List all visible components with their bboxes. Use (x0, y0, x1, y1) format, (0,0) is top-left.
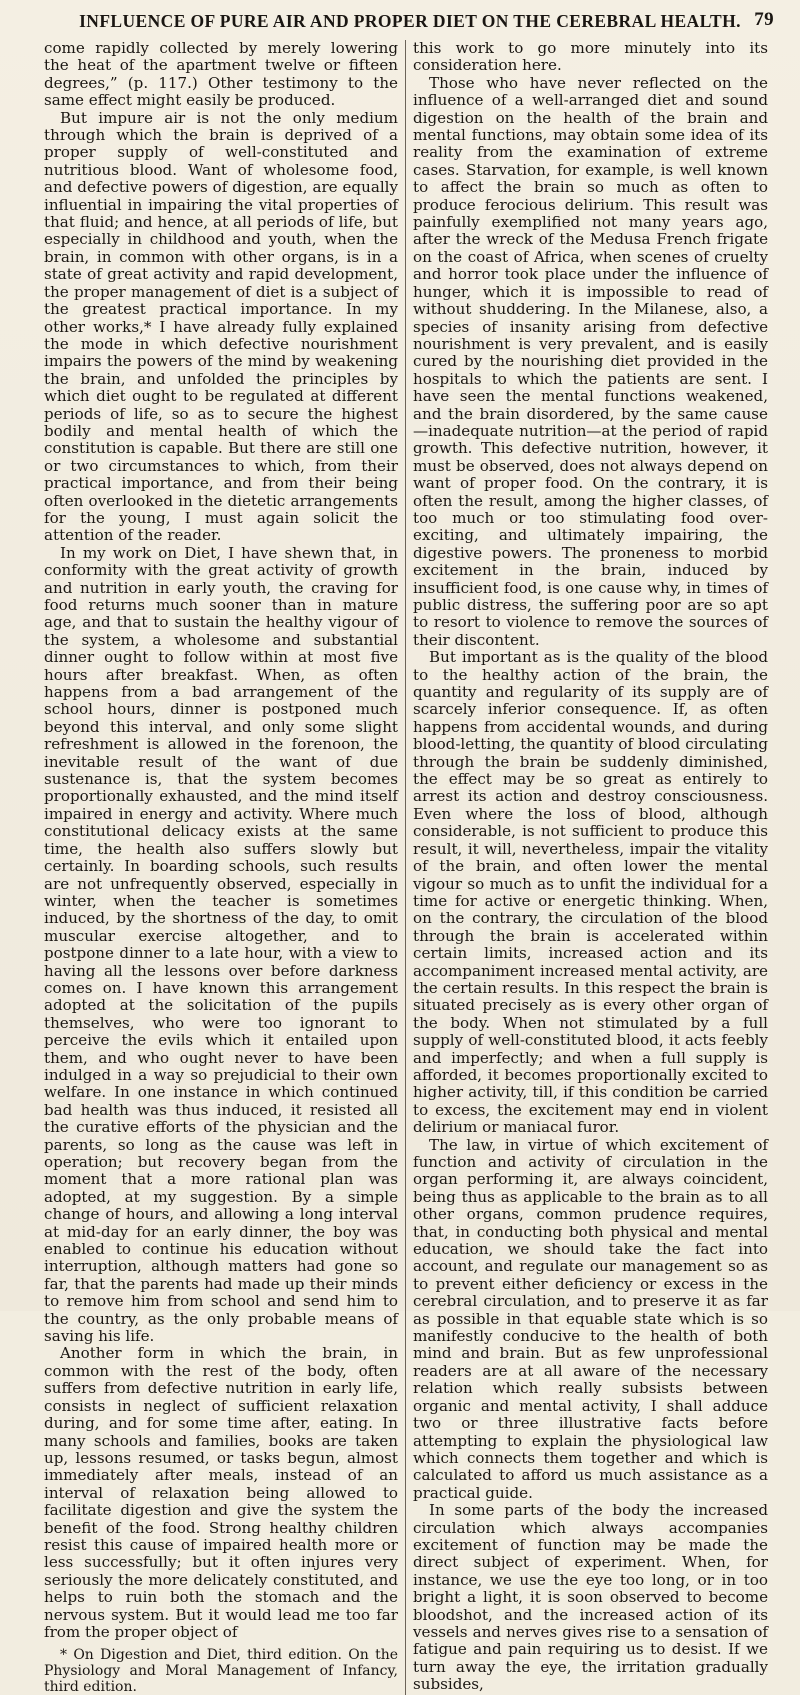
running-title: INFLUENCE OF PURE AIR AND PROPER DIET ON THE CEREBRAL HEALTH. (79, 10, 741, 31)
left-column (44, 40, 406, 1695)
footnote-text: * On Digestion and Diet, third edition. On the Physiology and Moral Management of Infancy, third edition. (44, 1647, 398, 1695)
paragraph: But important as is the quality of the blood to the healthy action of the brain, the quantity and regularity of its supply are of scarcely inferior consequence. If, as often happens from accidental wounds, and during blood-letting, the quantity of blood circulating through the brain be suddenly diminished, the effect may be so great as entirely to arrest its action and destroy consciousness. Even where the loss of blood, although considerable, is not sufficient to produce this result, it will, nevertheless, impair the vitality of the brain, and often lower the mental vigour so much as to unfit the individual for a time for active or energetic thinking. When, on the contrary, the circulation of the blood through the brain is accelerated within certain limits, increased action and its accompaniment increased mental activity, are the certain results. In this respect the brain is situated precisely as is every other organ of the body. When not stimulated by a full supply of well-constituted blood, it acts feebly and imperfectly; and when a full supply is afforded, it becomes proportionally excited to higher activity, till, if this condition be carried to excess, the excitement may end in violent delirium or maniacal furor. (413, 648, 768, 1137)
paragraph: The law, in virtue of which excitement of function and activity of circulation in the organ performing it, are always coincident, being thus as applicable to the brain as to all other organs, common prudence requires, that, in conducting both physical and mental education, we should take the fact into account, and regulate our management so as to prevent either deficiency or excess in the cerebral circulation, and to preserve it as far as possible in that equable state which is so manifestly conducive to the health of both mind and brain. But as few unprofessional readers are at all aware of the necessary relation which really subsists between organic and mental activity, I shall adduce two or three illustrative facts before attempting to explain the physiological law which connects them together and which is calculated to afford us much assistance as a practical guide. (413, 1135, 768, 1502)
paragraph: In my work on Diet, I have shewn that, in conformity with the great activity of growth and nutrition in early youth, the craving for food returns much sooner than in mature age, and that to sustain the healthy vigour of the system, a wholesome and substantial dinner ought to follow within at most five hours after breakfast. When, as often happens from a bad arrangement of the school hours, dinner is postponed much beyond this interval, and only some slight refreshment is allowed in the forenoon, the inevitable result of the want of due sustenance is, that the system becomes proportionally exhausted, and the mind itself impaired in energy and activity. Where much constitutional delicacy exists at the same time, the health also suffers slowly but certainly. In boarding schools, such results are not unfrequently observed, especially in winter, when the teacher is sometimes induced, by the shortness of the day, to omit muscular exercise altogether, and to postpone dinner to a late hour, with a view to having all the lessons over before darkness comes on. I have known this arrangement adopted at the solicitation of the pupils themselves, who were too ignorant to perceive the evils which it entailed upon them, and who ought never to have been indulged in a way so prejudicial to their own welfare. In one instance in which continued bad health was thus induced, it resisted all the curative efforts of the physician and the parents, so long as the cause was left in operation; but recovery began from the moment that a more rational plan was adopted, at my suggestion. By a simple change of hours, and allowing a long interval at mid-day for an early dinner, the boy was enabled to continue his education without interruption, although matters had gone so far, that the parents had made up their minds to remove him from school and send him to the country, as the only probable means of saving his life. (44, 543, 398, 1346)
running-head (44, 6, 776, 36)
paragraph: come rapidly collected by merely lowering the heat of the apartment twelve or fifteen degrees,” (p. 117.) Other testimony to the same effect might easily be produced. (44, 39, 398, 110)
paragraph: Those who have never reflected on the influence of a well-arranged diet and sound digestion on the health of the brain and mental functions, may obtain some idea of its reality from the examination of extreme cases. Starvation, for example, is well known to affect the brain so much as often to produce ferocious delirium. This result was painfully exemplified not many years ago, after the wreck of the Medusa French frigate on the coast of Africa, when scenes of cruelty and horror took place under the influence of hunger, which it is impossible to read of without shuddering. In the Milanese, also, a species of insanity arising from defective nourishment is very prevalent, and is easily cured by the nourishing diet provided in the hospitals to which the patients are sent. I have seen the mental functions weakened, and the brain disordered, by the same cause —inadequate nutrition—at the period of rapid growth. This defective nutrition, however, it must be observed, does not always depend on want of proper food. On the contrary, it is often the result, among the higher classes, of too much or too stimulating food over-exciting, and ultimately impairing, the digestive powers. The proneness to morbid excitement in the brain, induced by insufficient food, is one cause why, in times of public distress, the suffering poor are so apt to resort to violence to remove the sources of their discontent. (413, 73, 768, 649)
page-number: 79 (754, 9, 774, 30)
footnote (44, 1647, 398, 1695)
paragraph: Another form in which the brain, in common with the rest of the body, often suffers from defective nutrition in early life, consists in neglect of sufficient relaxation during, and for some time after, eating. In many schools and families, books are taken up, lessons resumed, or tasks begun, almost immediately after meals, instead of an interval of relaxation being allowed to facilitate digestion and give the system the benefit of the food. Strong healthy children resist this cause of impaired health more or less successfully; but it often injures very seriously the more delicately constituted, and helps to ruin both the stomach and the nervous system. But it would lead me too far from the proper object of (44, 1344, 398, 1641)
right-column (406, 40, 768, 1695)
paragraph: But impure air is not the only medium through which the brain is deprived of a proper supply of well-constituted and nutritious blood. Want of wholesome food, and defective powers of digestion, are equally influential in impairing the vital properties of that fluid; and hence, at all periods of life, but especially in childhood and youth, when the brain, in common with other organs, is in a state of great activity and rapid development, the proper management of diet is a subject of the greatest practical importance. In my other works,* I have already fully explained the mode in which defective nourishment impairs the powers of the mind by weakening the brain, and unfolded the principles by which diet ought to be regulated at different periods of life, so as to secure the highest bodily and mental health of which the constitution is capable. But there are still one or two circumstances to which, from their practical importance, and from their being often overlooked in the dietetic arrangements for the young, I must again solicit the attention of the reader. (44, 108, 398, 545)
paragraph: this work to go more minutely into its consideration here. (413, 39, 768, 75)
text-columns (44, 40, 776, 1695)
paragraph: In some parts of the body the increased circulation which always accompanies excitement of function may be made the direct subject of experiment. When, for instance, we use the eye too long, or in too bright a light, it is soon observed to become bloodshot, and the increased action of its vessels and nerves gives rise to a sensation of fatigue and pain requiring us to desist. If we turn away the eye, the irritation gradually subsides, (413, 1501, 768, 1694)
